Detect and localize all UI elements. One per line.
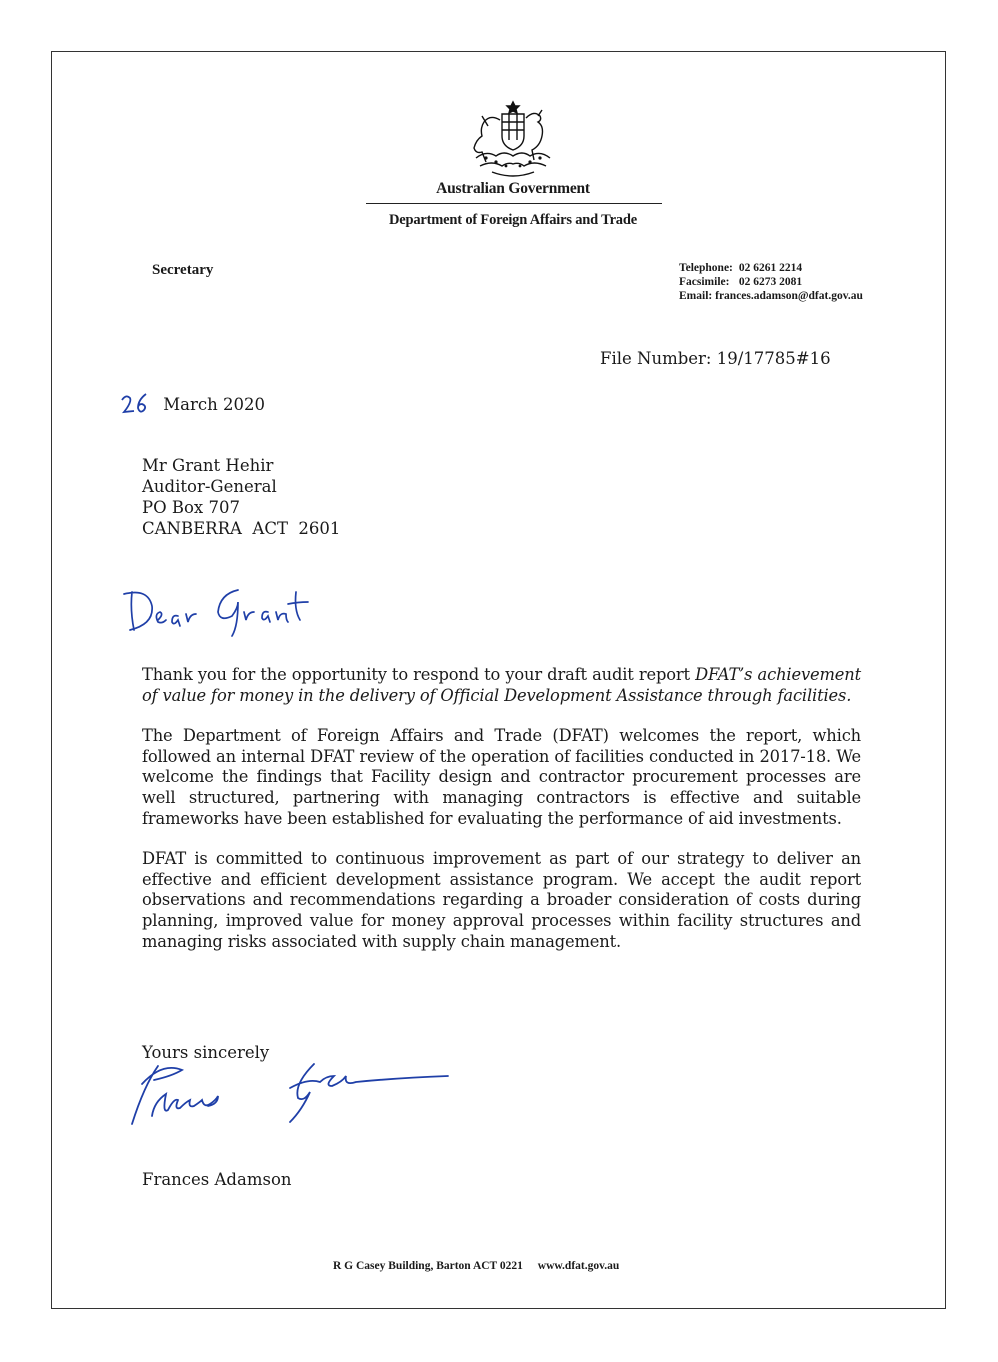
letter-footer <box>333 1260 619 1272</box>
file-number: File Number: 19/17785#16 <box>600 349 831 368</box>
facsimile-value: 02 6273 2081 <box>738 276 803 288</box>
telephone-row <box>679 261 863 275</box>
closing: Yours sincerely <box>142 1043 270 1062</box>
letterhead-rule <box>366 203 662 204</box>
letter-body <box>142 665 861 972</box>
signature <box>118 1058 458 1136</box>
body-paragraph-2: The Department of Foreign Affairs and Trade (DFAT) welcomes the report, which followed an internal DFAT review of the operation of facilities conducted in 2017-18. We welcome the findings that Facility design and contractor procurement processes are well structured, partnering with managing contractors is effective and suitable frameworks have been established for evaluating the performance of aid investments. <box>142 726 861 828</box>
address-line: Auditor-General <box>142 477 277 496</box>
contact-block <box>679 261 863 303</box>
email-value: frances.adamson@dfat.gov.au <box>715 290 863 302</box>
telephone-value: 02 6261 2214 <box>738 262 803 274</box>
date-month-year: March 2020 <box>163 395 265 414</box>
address-line: PO Box 707 <box>142 498 240 517</box>
body-paragraph-3: DFAT is committed to continuous improvement as part of our strategy to deliver an effective and efficient development assistance program. We accept the audit report observations and recommendations regarding a broader consideration of costs during planning, improved value for money approval processes within facility structures and managing risks associated with supply chain management. <box>142 849 861 951</box>
body-paragraph-1-text: Thank you for the opportunity to respond to your draft audit report <box>142 665 696 684</box>
handwritten-salutation <box>118 582 318 644</box>
footer-address: R G Casey Building, Barton ACT 0221 <box>333 1260 523 1272</box>
body-paragraph-1 <box>142 665 861 706</box>
address-line: CANBERRA ACT 2601 <box>142 519 341 538</box>
government-heading: Australian Government <box>436 180 590 197</box>
report-title: DFAT’s achievement of value for money in the delivery of Official Development Assistance through facilities. <box>142 665 861 705</box>
facsimile-row <box>679 275 863 289</box>
email-row <box>679 289 863 303</box>
department-heading: Department of Foreign Affairs and Trade <box>389 212 637 228</box>
signer-name: Frances Adamson <box>142 1170 292 1189</box>
address-line: Mr Grant Hehir <box>142 456 274 475</box>
recipient-address <box>142 455 340 539</box>
handwritten-day <box>118 390 158 416</box>
email-label: Email: <box>679 290 713 302</box>
sender-title: Secretary <box>152 262 214 278</box>
telephone-label: Telephone: <box>679 262 733 274</box>
letter-date <box>118 390 265 416</box>
facsimile-label: Facsimile: <box>679 276 730 288</box>
footer-website: www.dfat.gov.au <box>537 1260 620 1272</box>
coat-of-arms-icon <box>466 100 560 178</box>
